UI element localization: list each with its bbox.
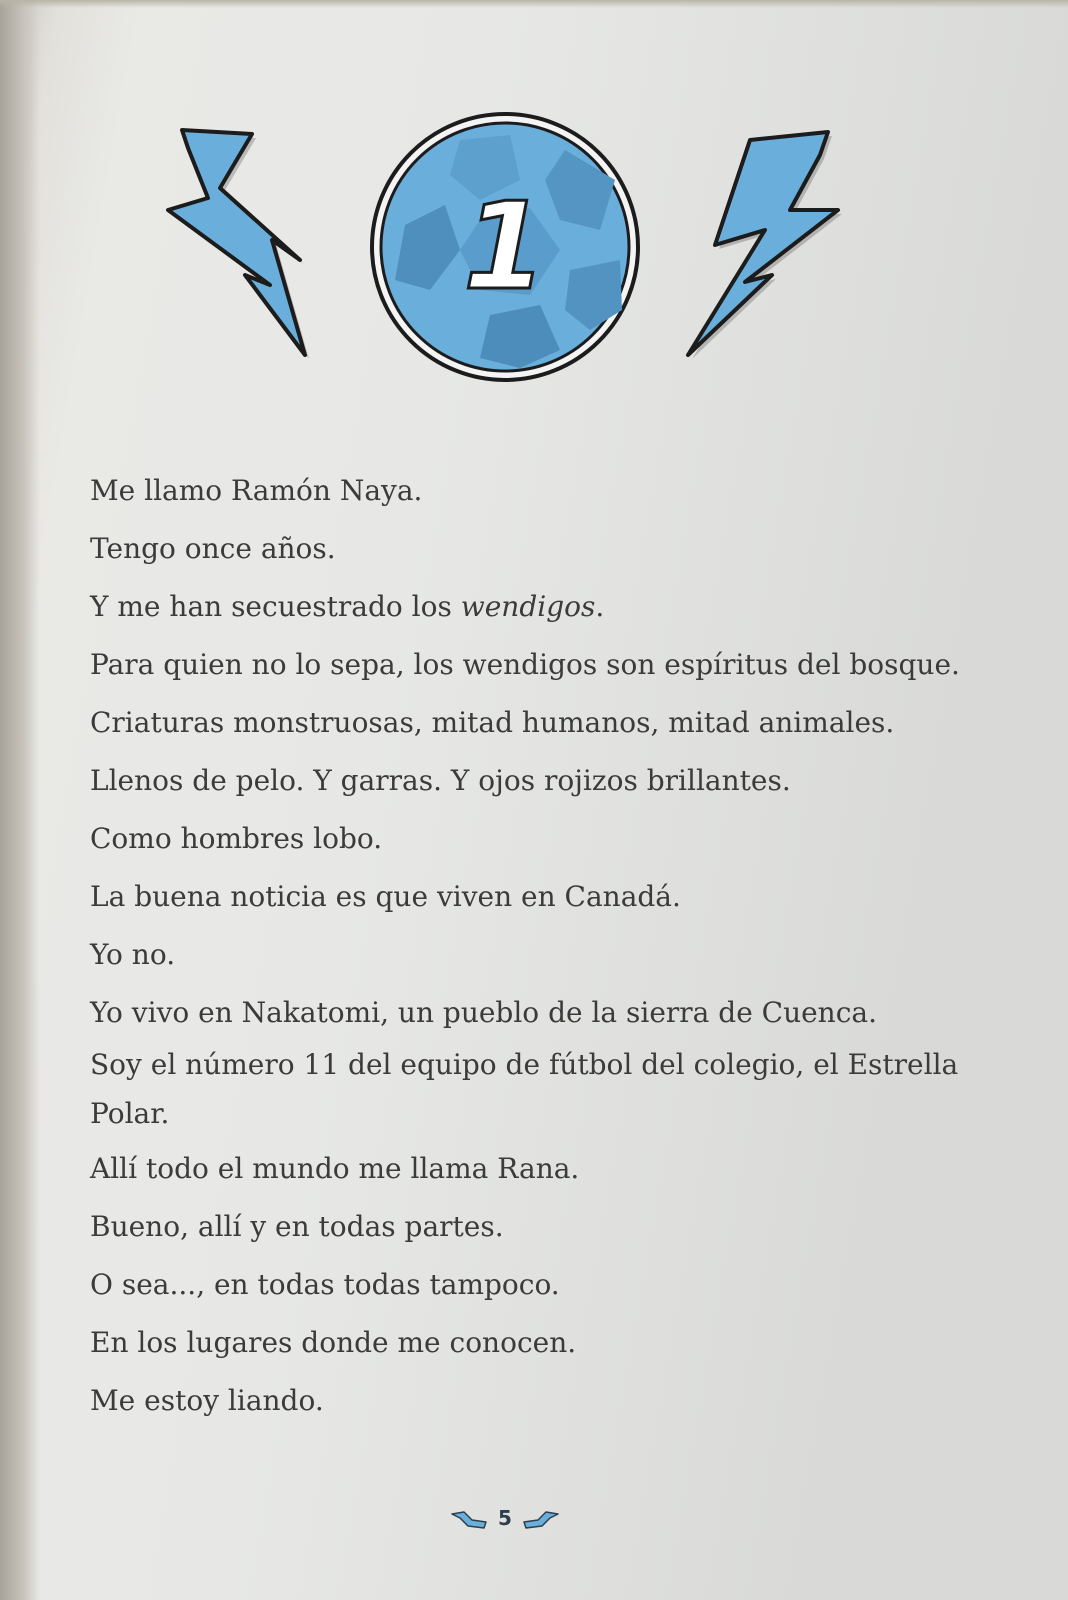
- paragraph-line: La buena noticia es que viven en Canadá.: [90, 880, 681, 913]
- paragraph-line: Me llamo Ramón Naya.: [90, 474, 423, 507]
- lightning-bolt-left-icon: [168, 130, 309, 359]
- chapter-body-text: [90, 462, 970, 1430]
- paragraph-line: Para quien no lo sepa, los wendigos son espíritus del bosque.: [90, 648, 960, 681]
- book-spine-shadow: [0, 0, 40, 1600]
- paragraph-line: Tengo once años.: [90, 532, 336, 565]
- paragraph-line: Bueno, allí y en todas partes.: [90, 1210, 504, 1243]
- paragraph-line: Me estoy liando.: [90, 1384, 324, 1417]
- paragraph-line: En los lugares donde me conocen.: [90, 1326, 577, 1359]
- paragraph-line: O sea..., en todas todas tampoco.: [90, 1268, 560, 1301]
- wing-right-icon: [520, 1508, 560, 1532]
- paragraph-line: Como hombres lobo.: [90, 822, 383, 855]
- wing-left-icon: [450, 1508, 490, 1532]
- paragraph-line: Allí todo el mundo me llama Rana.: [90, 1152, 580, 1185]
- paragraph-line: [90, 578, 970, 636]
- lightning-bolt-right-icon: [688, 132, 842, 359]
- line-text: Y me han secuestrado los: [90, 590, 461, 623]
- page-number: 5: [498, 1506, 512, 1530]
- paragraph-line: Yo no.: [90, 938, 176, 971]
- paragraph-line: Llenos de pelo. Y garras. Y ojos rojizos brillantes.: [90, 764, 791, 797]
- paragraph-line: Soy el número 11 del equipo de fútbol del colegio, el Estrella: [90, 1048, 959, 1081]
- italic-word: wendigos: [460, 590, 596, 623]
- page-footer: [450, 1506, 560, 1536]
- line-text: .: [595, 590, 605, 623]
- paragraph-line: Criaturas monstruosas, mitad humanos, mitad animales.: [90, 706, 895, 739]
- soccer-ball-icon: [372, 114, 638, 380]
- chapter-number: 1: [463, 178, 547, 317]
- chapter-emblem: [160, 110, 880, 400]
- paragraph-line: Polar.: [90, 1097, 170, 1130]
- paragraph-line: Yo vivo en Nakatomi, un pueblo de la sierra de Cuenca.: [90, 996, 877, 1029]
- page-top-edge: [0, 0, 1068, 8]
